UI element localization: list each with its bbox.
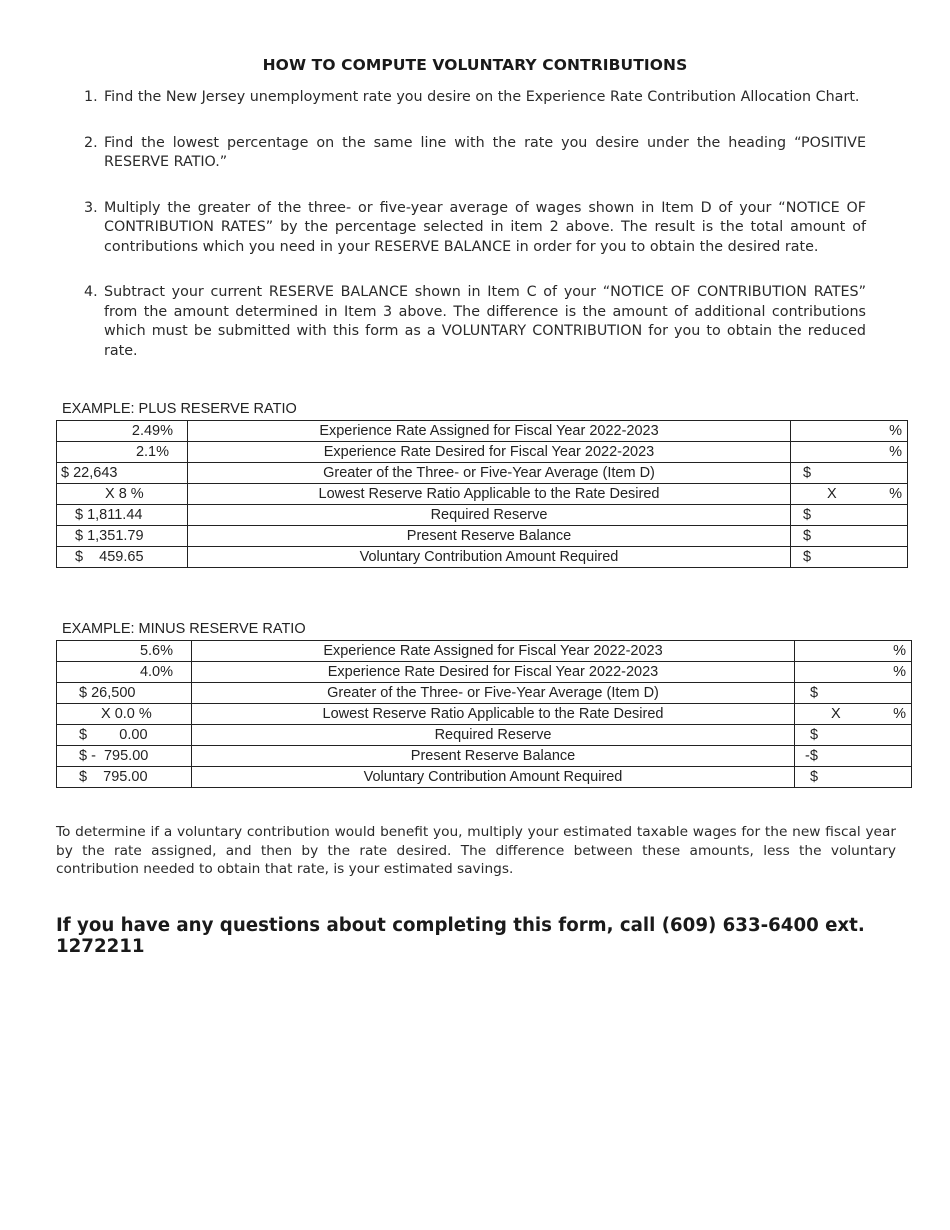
fill-in-cell[interactable] <box>791 547 908 568</box>
example-minus-table <box>56 640 912 788</box>
step-text: Find the lowest percentage on the same line with the rate you desire under the heading “POSITIVE RESERVE RATIO.” <box>104 134 866 170</box>
row-description: Lowest Reserve Ratio Applicable to the Rate Desired <box>192 704 795 725</box>
fill-in-cell[interactable] <box>791 463 908 484</box>
table-row <box>57 641 912 662</box>
percent-sign: % <box>893 664 906 680</box>
row-description: Required Reserve <box>192 725 795 746</box>
example-value: $ 0.00 <box>57 725 192 746</box>
example-value: $ 22,643 <box>57 463 188 484</box>
negative-dollar-sign: -$ <box>805 748 818 764</box>
row-description: Voluntary Contribution Amount Required <box>192 767 795 788</box>
dollar-sign: $ <box>803 528 812 544</box>
fill-in-cell[interactable] <box>791 442 908 463</box>
row-description: Greater of the Three- or Five-Year Average (Item D) <box>188 463 791 484</box>
fill-in-cell[interactable] <box>795 683 912 704</box>
step-4 <box>84 283 866 361</box>
percent-sign: % <box>889 423 902 439</box>
step-number: 4. <box>84 284 98 300</box>
dollar-sign: $ <box>810 769 819 785</box>
fill-in-cell[interactable] <box>795 725 912 746</box>
example-value: $ 1,811.44 <box>57 505 188 526</box>
fill-in-cell[interactable] <box>795 704 912 725</box>
example-value: $ 1,351.79 <box>57 526 188 547</box>
table-row <box>57 526 908 547</box>
step-text: Find the New Jersey unemployment rate you desire on the Experience Rate Contribution Allocation Chart. <box>104 89 860 105</box>
step-text: Subtract your current RESERVE BALANCE shown in Item C of your “NOTICE OF CONTRIBUTION RATES” from the amount determined in Item 3 above. The difference is the amount of additional contributions which must be submitted with this form as a VOLUNTARY CONTRIBUTION for you to obtain the reduced rate. <box>104 284 866 359</box>
step-text: Multiply the greater of the three- or five-year average of wages shown in Item D of your “NOTICE OF CONTRIBUTION RATES” by the percentage selected in item 2 above. The result is the total amount of contributions which you need in your RESERVE BALANCE in order for you to obtain the desired rate. <box>104 199 866 255</box>
table-row <box>57 662 912 683</box>
row-description: Experience Rate Desired for Fiscal Year 2022-2023 <box>192 662 795 683</box>
example-value: 4.0% <box>57 662 192 683</box>
example-plus-label: EXAMPLE: PLUS RESERVE RATIO <box>62 401 297 417</box>
example-value: X 0.0 % <box>57 704 192 725</box>
multiply-sign: X <box>831 706 841 722</box>
table-row <box>57 463 908 484</box>
dollar-sign: $ <box>803 465 812 481</box>
example-value: 2.49% <box>57 421 188 442</box>
table-row <box>57 746 912 767</box>
row-description: Greater of the Three- or Five-Year Average (Item D) <box>192 683 795 704</box>
fill-in-cell[interactable] <box>795 767 912 788</box>
savings-explanation: To determine if a voluntary contribution would benefit you, multiply your estimated taxable wages for the new fiscal year by the rate assigned, and then by the rate desired. The difference between these amounts, less the voluntary contribution needed to obtain that rate, is your estimated savings. <box>56 824 896 877</box>
dollar-sign: $ <box>810 685 819 701</box>
step-number: 1. <box>84 89 98 105</box>
multiply-sign: X <box>827 486 837 502</box>
row-description: Experience Rate Assigned for Fiscal Year 2022-2023 <box>188 421 791 442</box>
step-1 <box>84 88 866 108</box>
row-description: Present Reserve Balance <box>188 526 791 547</box>
example-minus-label: EXAMPLE: MINUS RESERVE RATIO <box>62 621 306 637</box>
table-row <box>57 725 912 746</box>
step-3 <box>84 199 866 258</box>
dollar-sign: $ <box>803 549 812 565</box>
example-value: $ 26,500 <box>57 683 192 704</box>
percent-sign: % <box>889 486 902 502</box>
fill-in-cell[interactable] <box>795 662 912 683</box>
fill-in-cell[interactable] <box>795 746 912 767</box>
fill-in-cell[interactable] <box>791 484 908 505</box>
table-row <box>57 704 912 725</box>
page-title: HOW TO COMPUTE VOLUNTARY CONTRIBUTIONS <box>262 56 688 74</box>
row-description: Experience Rate Assigned for Fiscal Year 2022-2023 <box>192 641 795 662</box>
example-value: $ 795.00 <box>57 767 192 788</box>
percent-sign: % <box>889 444 902 460</box>
example-value: X 8 % <box>57 484 188 505</box>
example-plus-table <box>56 420 908 568</box>
row-description: Present Reserve Balance <box>192 746 795 767</box>
percent-sign: % <box>893 643 906 659</box>
step-2 <box>84 134 866 173</box>
row-description: Lowest Reserve Ratio Applicable to the Rate Desired <box>188 484 791 505</box>
percent-sign: % <box>893 706 906 722</box>
example-value: $ - 795.00 <box>57 746 192 767</box>
instruction-steps <box>84 88 866 361</box>
example-value: 5.6% <box>57 641 192 662</box>
row-description: Experience Rate Desired for Fiscal Year 2022-2023 <box>188 442 791 463</box>
table-row <box>57 683 912 704</box>
table-row <box>57 767 912 788</box>
table-row <box>57 547 908 568</box>
table-row <box>57 484 908 505</box>
dollar-sign: $ <box>810 727 819 743</box>
contact-line: If you have any questions about completing this form, call (609) 633-6400 ext. 1272211 <box>56 915 865 957</box>
fill-in-cell[interactable] <box>795 641 912 662</box>
fill-in-cell[interactable] <box>791 526 908 547</box>
table-row <box>57 421 908 442</box>
row-description: Voluntary Contribution Amount Required <box>188 547 791 568</box>
table-row <box>57 505 908 526</box>
step-number: 2. <box>84 134 98 151</box>
example-value: $ 459.65 <box>57 547 188 568</box>
fill-in-cell[interactable] <box>791 505 908 526</box>
dollar-sign: $ <box>803 507 812 523</box>
example-value: 2.1% <box>57 442 188 463</box>
table-row <box>57 442 908 463</box>
row-description: Required Reserve <box>188 505 791 526</box>
fill-in-cell[interactable] <box>791 421 908 442</box>
step-number: 3. <box>84 199 98 216</box>
